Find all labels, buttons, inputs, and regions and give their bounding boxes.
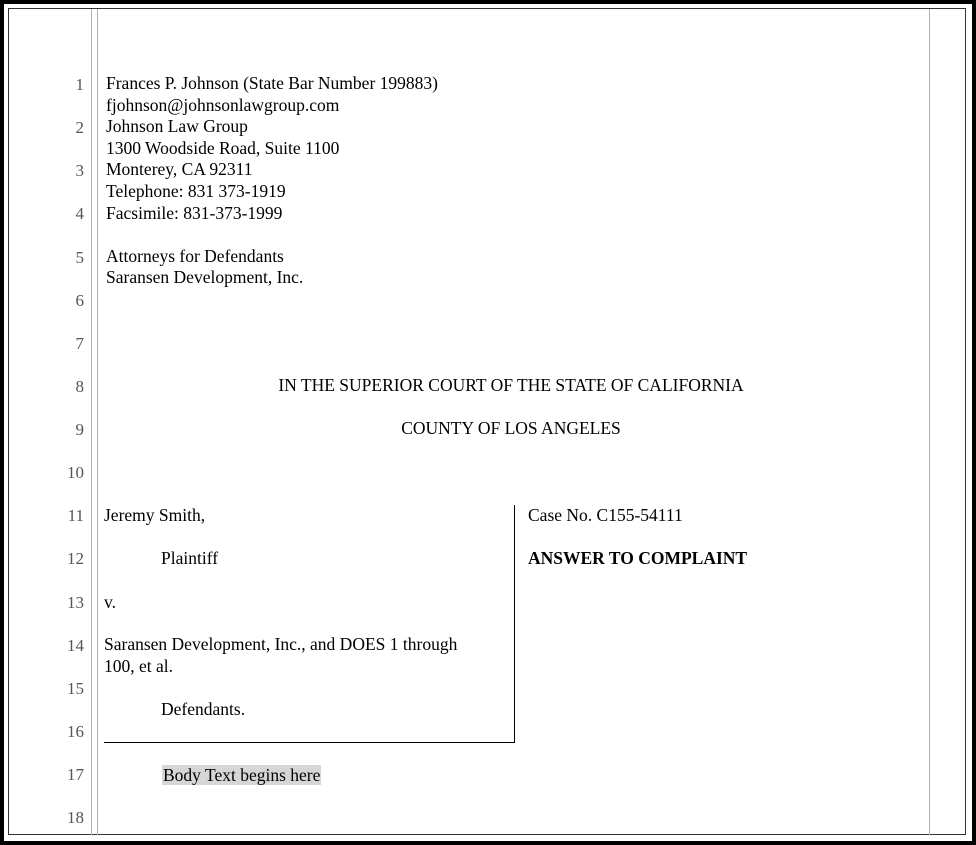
line-number: 2 [75, 118, 84, 137]
defendants-label: Defendants. [161, 699, 246, 719]
firm-name: Johnson Law Group [106, 116, 248, 136]
attorney-name-bar: Frances P. Johnson (State Bar Number 199883) [106, 73, 438, 93]
defendants-names-line2: 100, et al. [104, 656, 174, 676]
line-number: 1 [75, 75, 84, 94]
line-number: 18 [67, 808, 84, 827]
body-text-highlight[interactable]: Body Text begins here [163, 765, 321, 785]
line-number: 15 [67, 679, 84, 698]
line-number: 10 [67, 463, 84, 482]
line-number: 9 [75, 420, 84, 439]
line-number: 14 [67, 636, 84, 655]
caption-divider-vertical [514, 505, 515, 743]
line-number: 13 [67, 593, 84, 612]
firm-telephone: Telephone: 831 373-1919 [106, 181, 286, 201]
court-county: COUNTY OF LOS ANGELES [401, 418, 621, 438]
line-number: 7 [75, 334, 84, 353]
line-number: 4 [75, 204, 84, 223]
line-number: 11 [67, 506, 84, 525]
versus-label: v. [104, 592, 116, 612]
body-text-placeholder[interactable] [162, 765, 321, 787]
firm-facsimile: Facsimile: 831-373-1999 [106, 203, 283, 223]
plaintiff-label: Plaintiff [161, 548, 219, 568]
firm-address-line2: Monterey, CA 92311 [106, 159, 253, 179]
document-title: ANSWER TO COMPLAINT [528, 548, 748, 568]
line-number: 6 [75, 291, 84, 310]
attorneys-for-label: Attorneys for Defendants [106, 246, 284, 266]
attorney-email: fjohnson@johnsonlawgroup.com [106, 95, 340, 115]
line-number: 16 [67, 722, 84, 741]
firm-address-line1: 1300 Woodside Road, Suite 1100 [106, 138, 340, 158]
court-title: IN THE SUPERIOR COURT OF THE STATE OF CALIFORNIA [278, 375, 744, 395]
caption-divider-horizontal [104, 742, 515, 743]
case-number: Case No. C155-54111 [528, 505, 683, 525]
line-number: 12 [67, 549, 84, 568]
plaintiff-name: Jeremy Smith, [104, 505, 206, 525]
line-number: 5 [75, 248, 84, 267]
line-number: 8 [75, 377, 84, 396]
defendants-names-line1: Saransen Development, Inc., and DOES 1 through [104, 634, 458, 654]
line-number: 3 [75, 161, 84, 180]
client-name: Saransen Development, Inc. [106, 267, 304, 287]
line-number: 17 [67, 765, 84, 784]
